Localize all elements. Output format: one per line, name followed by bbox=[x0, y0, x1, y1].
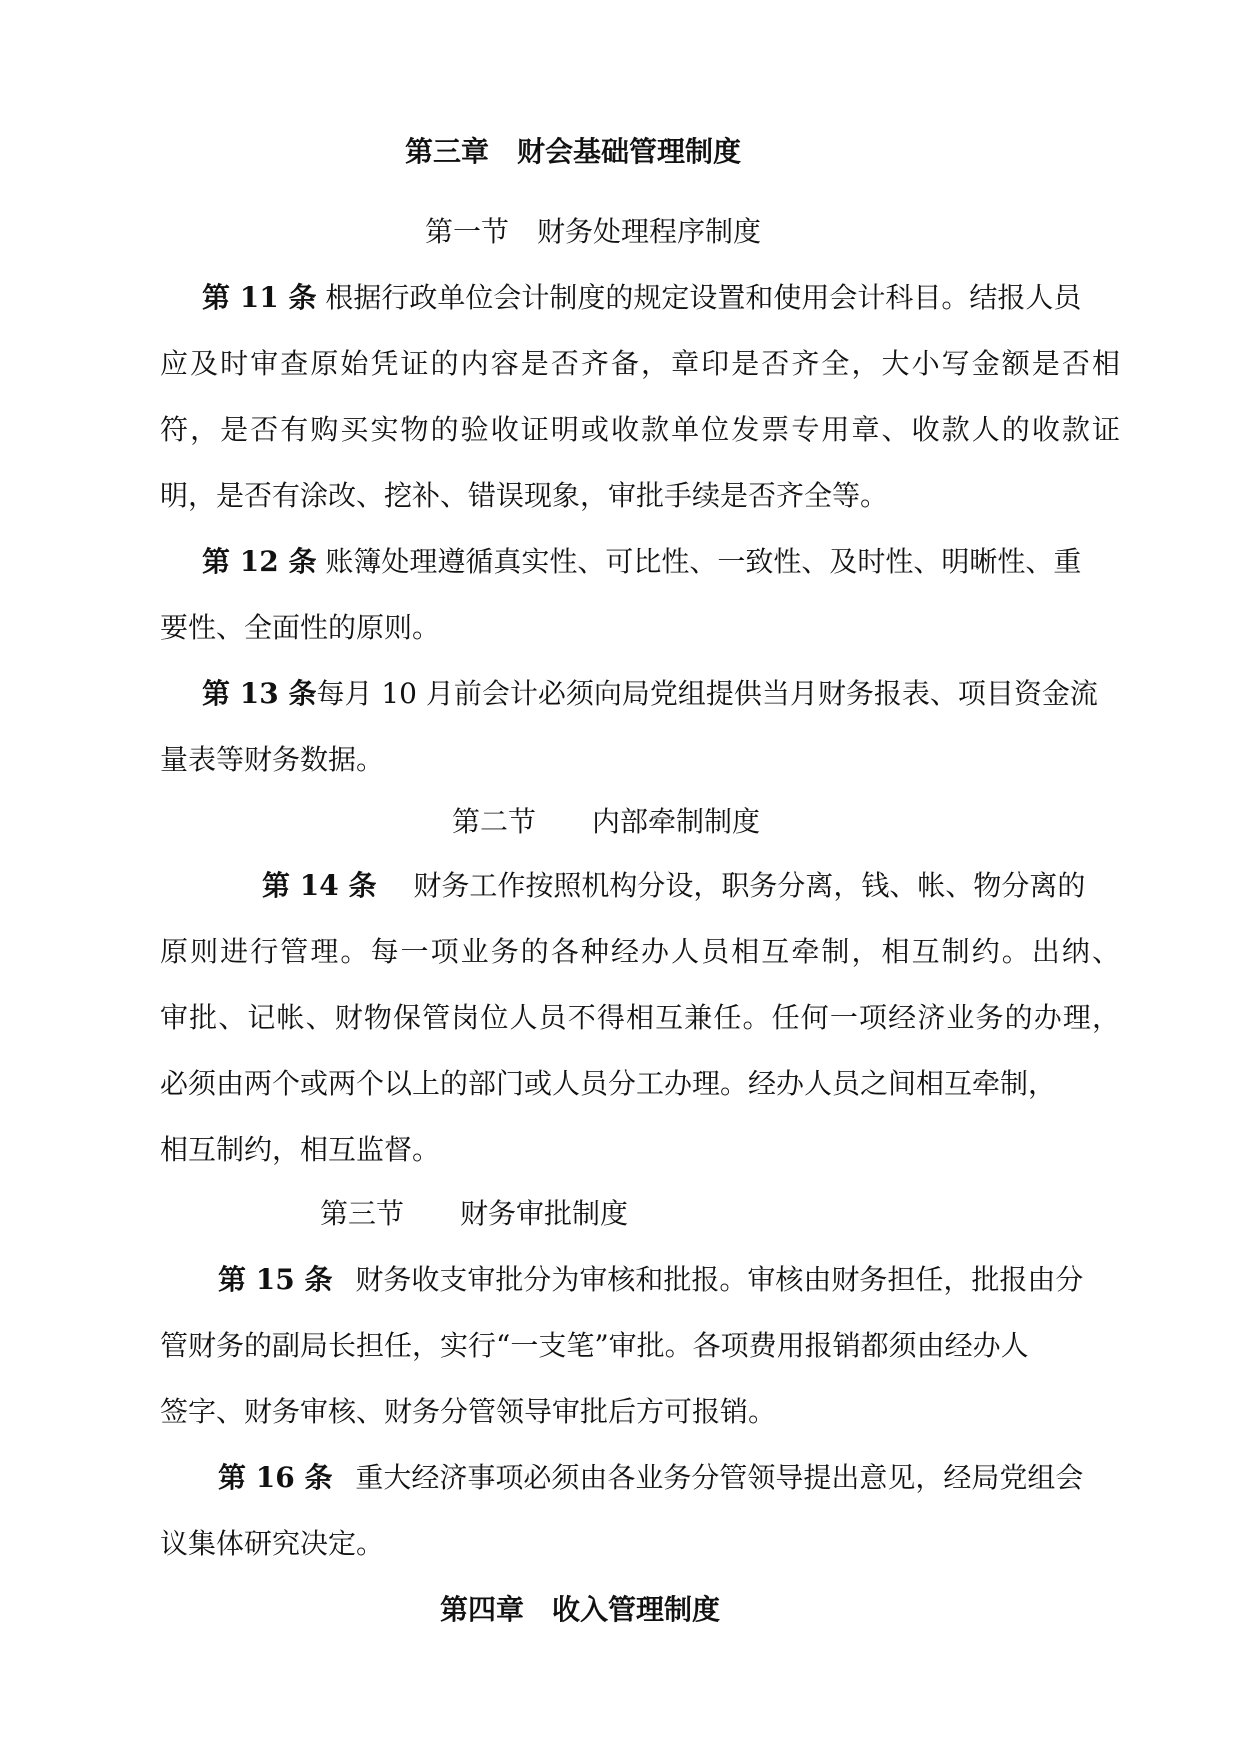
article-13-label: 第 13 条 bbox=[202, 677, 317, 710]
article-12-line-1 bbox=[202, 542, 1120, 582]
chapter-3-heading: 第三章 财会基础管理制度 bbox=[405, 135, 742, 168]
article-16-line-2: 议集体研究决定。 bbox=[160, 1527, 385, 1560]
article-12-label: 第 12 条 bbox=[202, 545, 317, 578]
article-15-text-1: 财务收支审批分为审核和批报。审核由财务担任，批报由分 bbox=[355, 1263, 1084, 1296]
article-15-line-1 bbox=[218, 1260, 1120, 1300]
article-11-line-4: 明，是否有涂改、挖补、错误现象，审批手续是否齐全等。 bbox=[160, 479, 889, 512]
article-14-line-4: 必须由两个或两个以上的部门或人员分工办理。经办人员之间相互牵制， bbox=[160, 1067, 1057, 1100]
section-3-heading: 第三节 财务审批制度 bbox=[320, 1197, 629, 1230]
article-11-line-3: 符，是否有购买实物的验收证明或收款单位发票专用章、收款人的收款证 bbox=[160, 413, 1120, 446]
article-12-line-2: 要性、全面性的原则。 bbox=[160, 611, 441, 644]
article-11-label: 第 11 条 bbox=[202, 281, 317, 314]
article-14-line-2: 原则进行管理。每一项业务的各种经办人员相互牵制，相互制约。出纳、 bbox=[160, 935, 1120, 968]
article-14-text-1: 财务工作按照机构分设，职务分离，钱、帐、物分离的 bbox=[413, 869, 1086, 902]
section-1-heading: 第一节 财务处理程序制度 bbox=[425, 215, 762, 248]
article-11-line-2: 应及时审查原始凭证的内容是否齐备，章印是否齐全，大小写金额是否相 bbox=[160, 347, 1120, 380]
article-15-line-3: 签字、财务审核、财务分管领导审批后方可报销。 bbox=[160, 1395, 777, 1428]
article-13-line-2: 量表等财务数据。 bbox=[160, 743, 385, 776]
article-11-text-1: 根据行政单位会计制度的规定设置和使用会计科目。结报人员 bbox=[325, 281, 1082, 314]
article-12-text-1: 账簿处理遵循真实性、可比性、一致性、及时性、明晰性、重 bbox=[325, 545, 1082, 578]
article-14-line-3: 审批、记帐、财物保管岗位人员不得相互兼任。任何一项经济业务的办理， bbox=[160, 1001, 1120, 1034]
article-14-label: 第 14 条 bbox=[262, 869, 377, 902]
article-16-text-1: 重大经济事项必须由各业务分管领导提出意见，经局党组会 bbox=[355, 1461, 1084, 1494]
article-14-line-5: 相互制约，相互监督。 bbox=[160, 1133, 441, 1166]
article-13-text-1: 每月 10 月前会计必须向局党组提供当月财务报表、项目资金流 bbox=[316, 677, 1098, 710]
article-15-label: 第 15 条 bbox=[218, 1263, 333, 1296]
section-2-heading: 第二节 内部牵制制度 bbox=[452, 805, 761, 838]
article-13-line-1 bbox=[202, 674, 1120, 714]
article-11-line-1 bbox=[202, 278, 1120, 318]
article-16-label: 第 16 条 bbox=[218, 1461, 333, 1494]
chapter-4-heading: 第四章 收入管理制度 bbox=[440, 1593, 721, 1626]
article-16-line-1 bbox=[218, 1458, 1120, 1498]
article-14-line-1 bbox=[262, 866, 1120, 906]
article-15-line-2: 管财务的副局长担任，实行“一支笔”审批。各项费用报销都须由经办人 bbox=[160, 1329, 1029, 1362]
